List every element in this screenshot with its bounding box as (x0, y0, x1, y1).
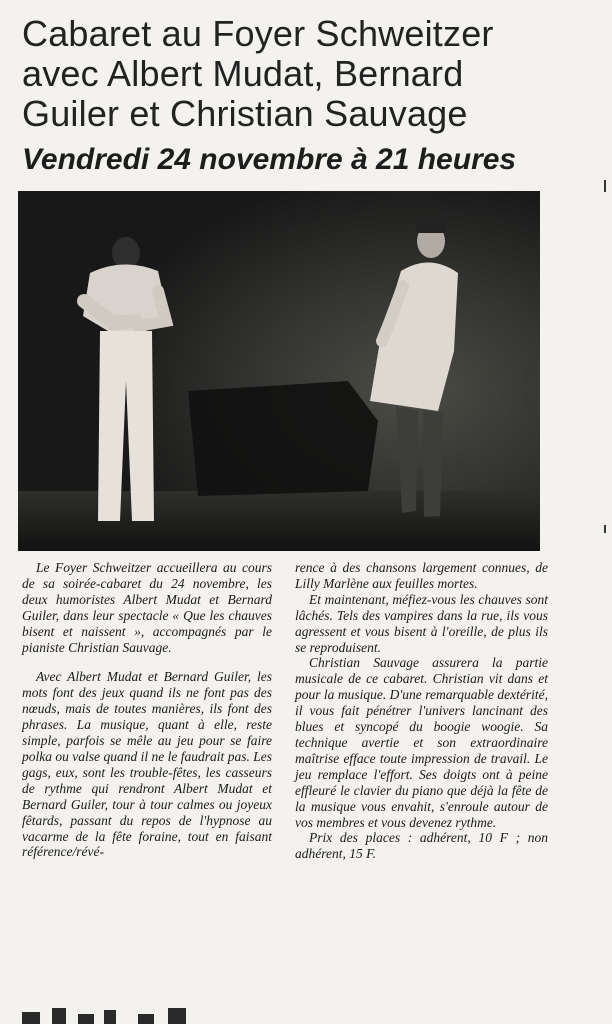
article-paragraph: Le Foyer Schweitzer accueillera au cours de sa soirée-cabaret du 24 novembre, les deux humoristes Albert Mudat et Bernard Guiler, dans leur spectacle « Que les chauves bisent et naissent », accompagnés par le pianiste Christian Sauvage. (22, 560, 272, 655)
scan-edge-mark (604, 180, 606, 192)
headline-line-2: avec Albert Mudat, Bernard (22, 53, 464, 94)
article-column-right (295, 560, 548, 862)
article-paragraph: Prix des places : adhérent, 10 F ; non adhérent, 15 F. (295, 830, 548, 862)
scan-edge-mark (604, 525, 606, 533)
article-column-left (22, 560, 272, 860)
article-paragraph: Christian Sauvage assurera la partie musicale de ce cabaret. Christian vit dans et pour la musique. D'une remarquable dextérité, il vous fait pénétrer l'univers lancinant des blues et syncopé du boogie woogie. Sa technique avertie et son extraordinaire maîtrise efface toute impression de travail. Le jeu remplace l'effort. Ses doigts ont à peine effleuré le clavier du piano que déjà la fête de la musique vous envahit, s'enroule autour de vos membres et vous devenez rythme. (295, 655, 548, 830)
article-paragraph: rence à des chansons largement connues, de Lilly Marlène aux feuilles mortes. (295, 560, 548, 591)
headline-line-3: Guiler et Christian Sauvage (22, 93, 468, 134)
headline (22, 14, 552, 134)
stage-photo-illustration (18, 191, 540, 551)
stage-photo (18, 191, 540, 551)
event-dateline: Vendredi 24 novembre à 21 heures (22, 143, 517, 176)
cropped-heading-glyphs (0, 1004, 612, 1024)
article-paragraph: Avec Albert Mudat et Bernard Guiler, les mots font des jeux quand ils ne font pas des nœuds, mais de toutes manières, ils font des phrases. La musique, quant à elle, reste simple, parfois se mêle au jeu pour se faire polka ou valse quand il ne le faudrait pas. Les gags, eux, sont les trouble-fêtes, les casseurs de rythme qui rendront Albert Mudat et Bernard Guiler, tour à tour calmes ou joyeux fêtards, passant du repos de l'hypnose au vacarme de la fête foraine, tout en faisant référence/révé- (22, 669, 272, 860)
headline-line-1: Cabaret au Foyer Schweitzer (22, 13, 494, 54)
next-article-fragment (0, 1004, 612, 1024)
article-paragraph: Et maintenant, méfiez-vous les chauves sont lâchés. Tels des vampires dans la rue, ils vous agressent et vous bisent à l'oreille, de plus ils se reproduisent. (295, 591, 548, 655)
